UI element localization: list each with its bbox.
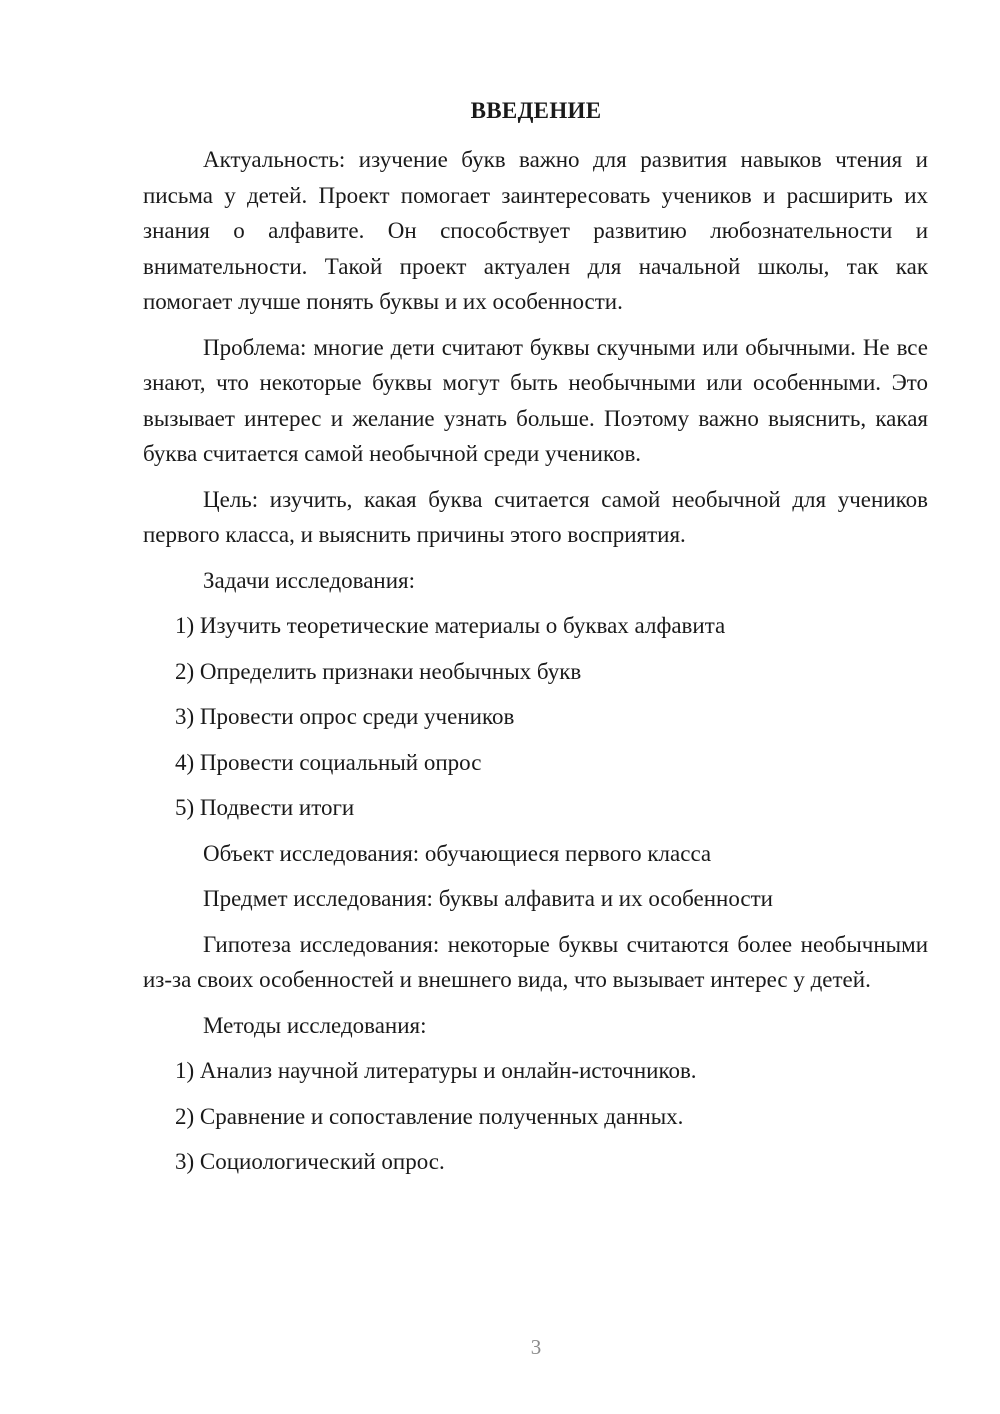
page-content xyxy=(143,142,928,1190)
task-item: 1) Изучить теоретические материалы о буквах алфавита xyxy=(175,613,726,638)
object-line: Объект исследования: обучающиеся первого класса xyxy=(203,840,712,866)
task-item: 2) Определить признаки необычных букв xyxy=(175,658,582,684)
relevance-paragraph: Актуальность: изучение букв важно для развития навыков чтения и письма у детей. Проект помогает заинтересовать учеников и расширить их знания о алфавите. Он способствует развитию любознательности и внимательности. Такой проект актуален для начальной школы, так как помогает лучше понять буквы и их особенности. xyxy=(143,147,928,314)
problem-paragraph: Проблема: многие дети считают буквы скучными или обычными. Не все знают, что некоторые буквы могут быть необычными или особенными. Это вызывает интерес и желание узнать больше. Поэтому важно выяснить, какая буква считается самой необычной среди учеников. xyxy=(143,334,928,466)
method-item: 2) Сравнение и сопоставление полученных данных. xyxy=(175,1103,684,1129)
tasks-heading: Задачи исследования: xyxy=(203,567,416,593)
task-item: 5) Подвести итоги xyxy=(175,795,355,820)
hypothesis-paragraph: Гипотеза исследования: некоторые буквы считаются более необычными из-за своих особенностей и внешнего вида, что вызывает интерес у детей. xyxy=(143,931,928,992)
section-title: ВВЕДЕНИЕ xyxy=(470,98,602,123)
goal-paragraph: Цель: изучить, какая буква считается самой необычной для учеников первого класса, и выяснить причины этого восприятия. xyxy=(143,486,928,547)
task-item: 4) Провести социальный опрос xyxy=(175,749,482,775)
subject-line: Предмет исследования: буквы алфавита и их особенности xyxy=(203,886,773,911)
task-item: 3) Провести опрос среди учеников xyxy=(175,704,515,729)
method-item: 1) Анализ научной литературы и онлайн-источников. xyxy=(175,1058,697,1083)
method-item: 3) Социологический опрос. xyxy=(175,1149,445,1174)
methods-heading: Методы исследования: xyxy=(203,1012,427,1038)
page-number: 3 xyxy=(530,1335,542,1359)
